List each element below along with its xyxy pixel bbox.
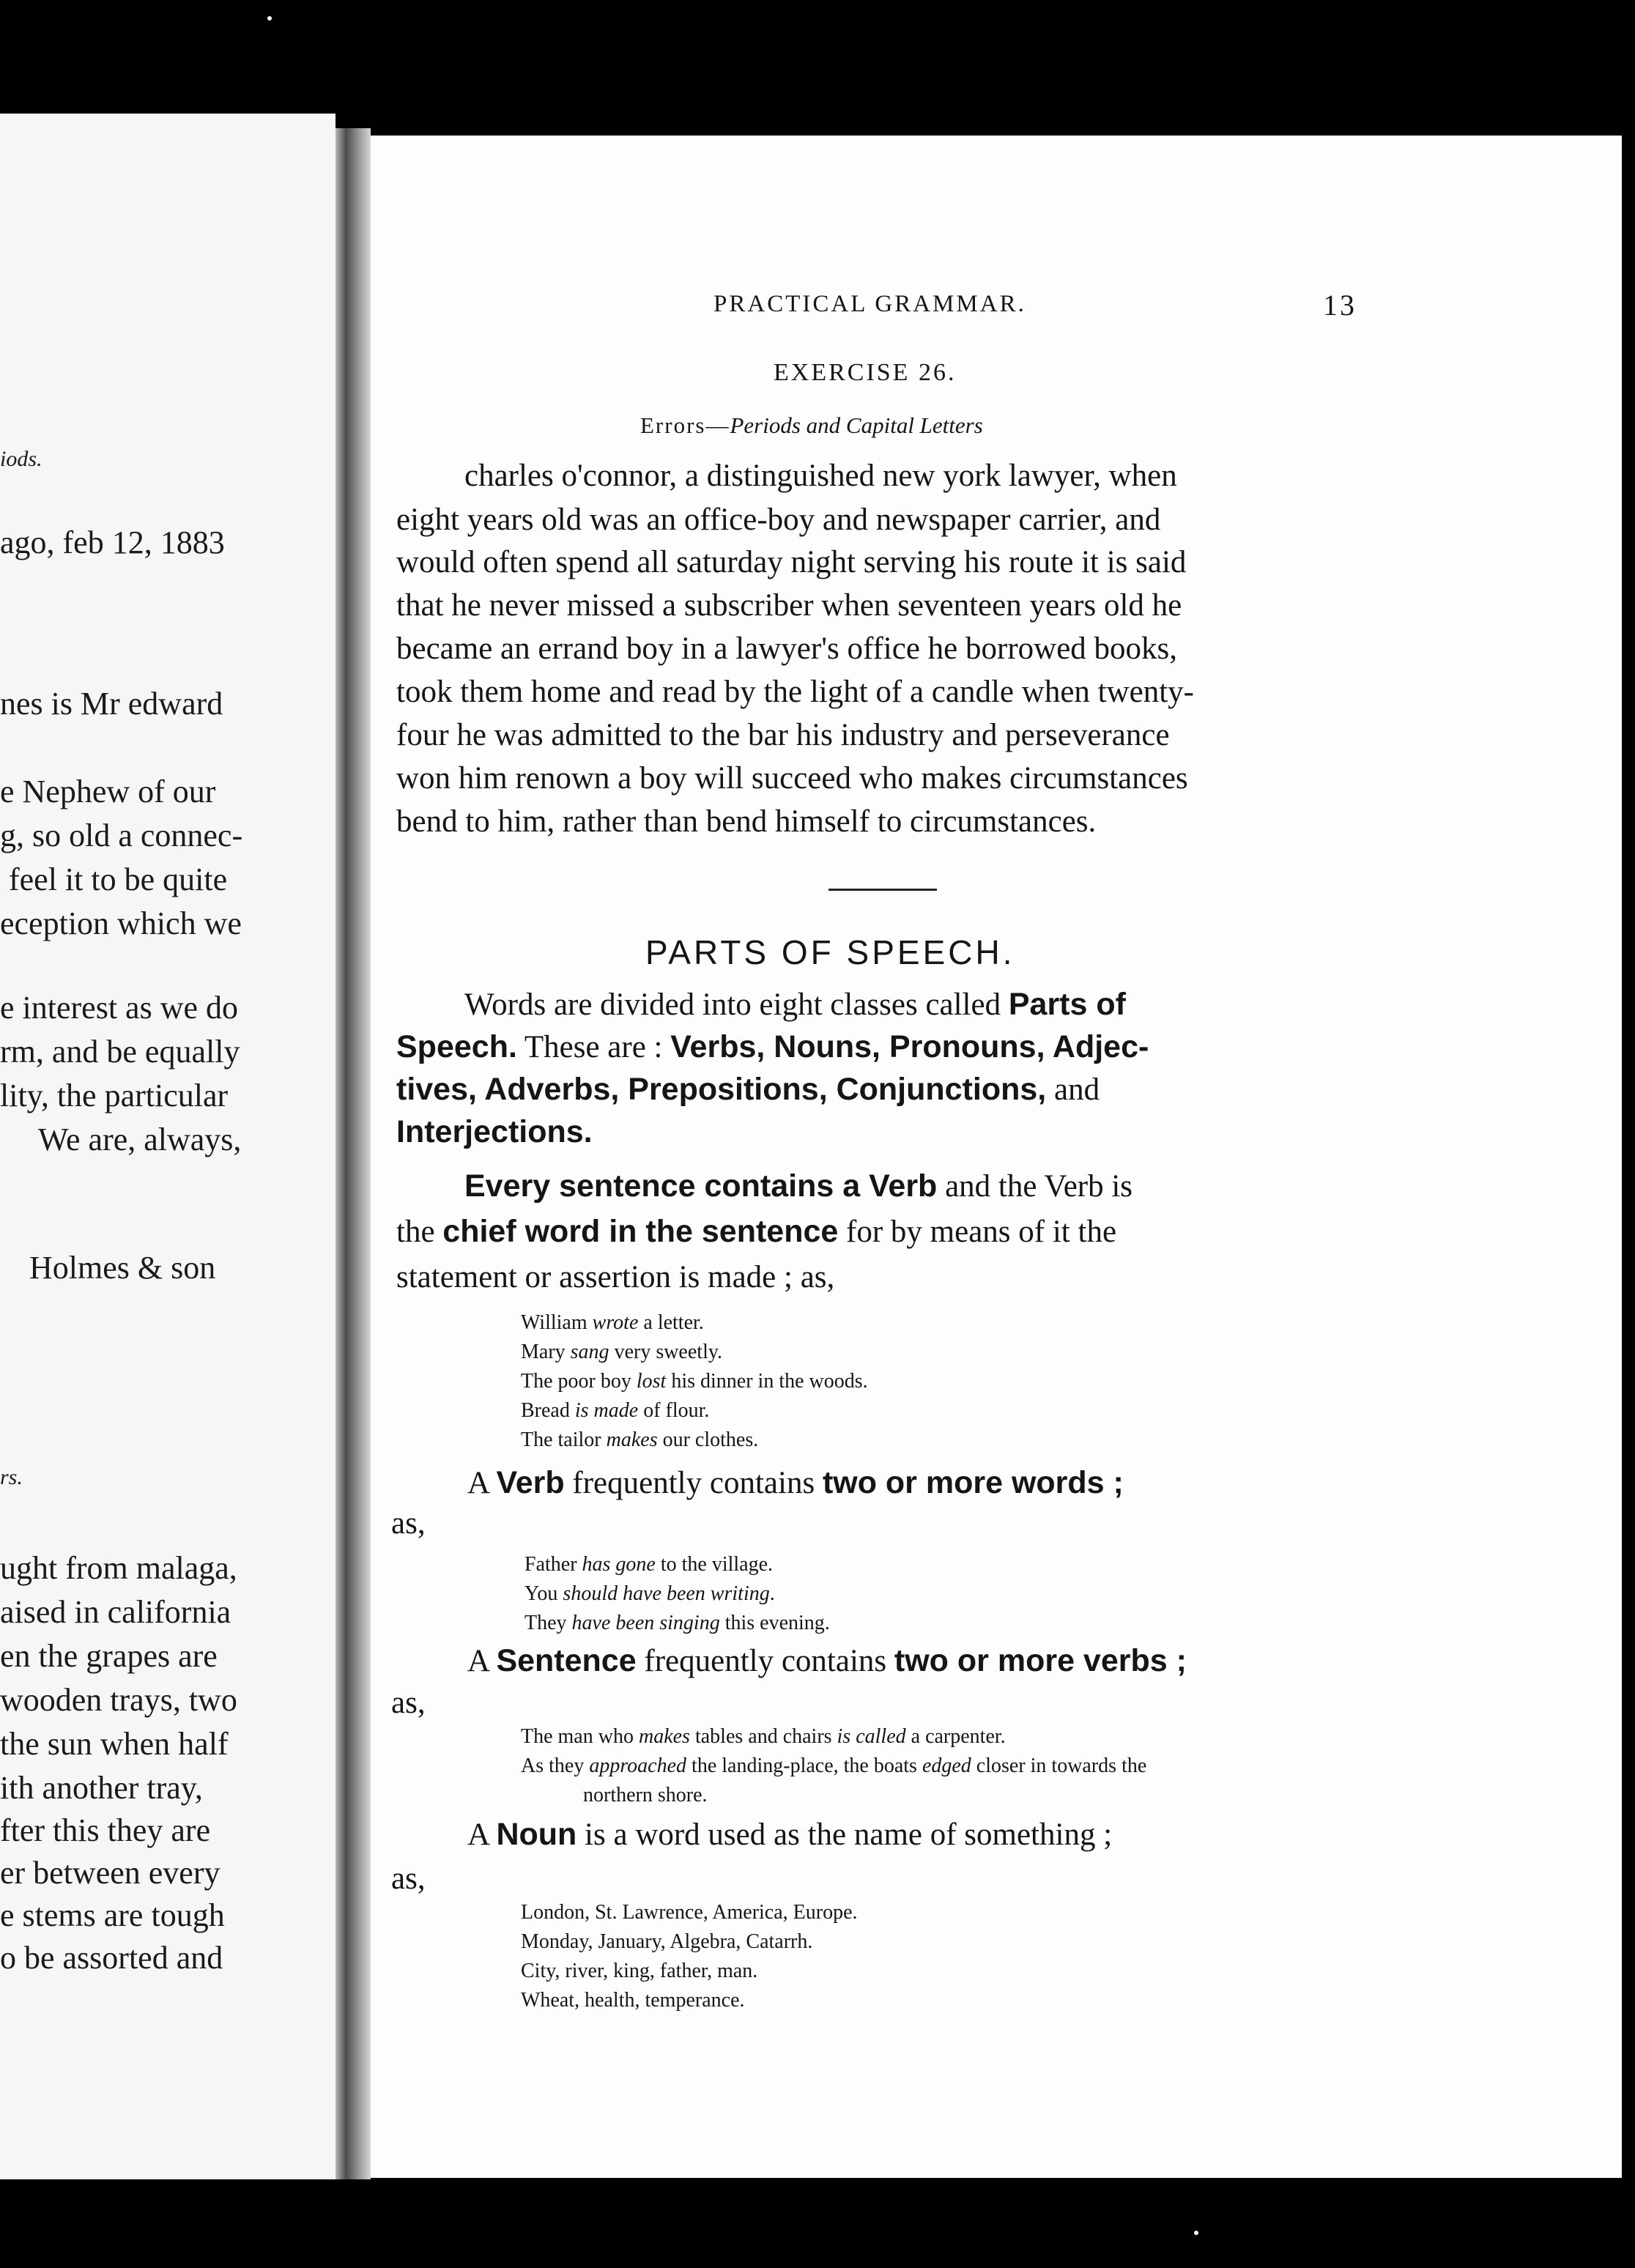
left-line: eception which we xyxy=(0,905,242,941)
left-line: feel it to be quite xyxy=(9,861,228,897)
exercise-line: took them home and read by the light of a candle when twenty- xyxy=(396,675,1195,709)
example-verb: makes xyxy=(638,1725,690,1748)
left-line: er between every xyxy=(0,1855,220,1891)
left-line: ago, feb 12, 1883 xyxy=(0,525,225,560)
dust-speck xyxy=(267,16,272,21)
rule-term: two or more verbs xyxy=(894,1643,1168,1678)
page-number: 13 xyxy=(1323,289,1357,322)
verb-rule-text: for by means of it the xyxy=(838,1215,1117,1249)
noun-example-line: London, St. Lawrence, America, Europe. xyxy=(521,1901,858,1924)
exercise-line: bend to him, rather than bend himself to circumstances. xyxy=(396,804,1097,839)
rule-text: ; xyxy=(1104,1465,1124,1500)
noun-example-line: Monday, January, Algebra, Catarrh. xyxy=(521,1930,813,1953)
exercise-subtitle xyxy=(640,412,983,439)
example-line xyxy=(521,1370,868,1393)
example-line xyxy=(521,1311,704,1335)
previous-page xyxy=(0,114,335,2179)
intro-term: tives, Adverbs, Prepositions, Conjunctions, xyxy=(396,1072,1047,1107)
rule-text: frequently contains xyxy=(564,1466,823,1500)
example-line xyxy=(524,1582,775,1606)
section-divider xyxy=(828,889,937,891)
rule-term: Verb xyxy=(496,1465,565,1500)
example-text: You xyxy=(524,1582,563,1605)
example-verb: should have been writing xyxy=(563,1582,770,1605)
example-verb: edged xyxy=(922,1754,971,1777)
example-text: The poor boy xyxy=(521,1370,637,1393)
verb-rule-line-1 xyxy=(464,1168,1132,1204)
exercise-line: became an errand boy in a lawyer's office he borrowed books, xyxy=(396,631,1178,666)
example-line xyxy=(521,1754,1146,1778)
book-gutter xyxy=(335,128,371,2179)
verb-rule-text: and the Verb is xyxy=(937,1169,1133,1204)
example-verb: has gone xyxy=(582,1553,656,1576)
as-label: as, xyxy=(391,1861,426,1896)
left-line: the sun when half xyxy=(0,1726,229,1762)
example-text: of flour. xyxy=(638,1399,710,1422)
example-line xyxy=(521,1341,722,1364)
intro-term: Verbs, Nouns, Pronouns, Adjec- xyxy=(670,1029,1149,1064)
example-text: As they xyxy=(521,1754,590,1777)
verb-rule-text: the xyxy=(396,1215,443,1249)
exercise-line: four he was admitted to the bar his industry and perseverance xyxy=(396,718,1170,752)
left-line: ith another tray, xyxy=(0,1770,203,1806)
intro-line-4: Interjections. xyxy=(396,1114,593,1149)
rule-text: A xyxy=(467,1466,497,1500)
example-text: Bread xyxy=(521,1399,575,1422)
exercise-line: that he never missed a subscriber when seventeen years old he xyxy=(396,588,1182,623)
example-text: a carpenter. xyxy=(905,1725,1006,1748)
example-verb: wrote xyxy=(592,1311,639,1334)
exercise-line: charles o'connor, a distinguished new york lawyer, when xyxy=(464,459,1177,493)
left-line: ught from malaga, xyxy=(0,1550,237,1586)
intro-term: Parts of xyxy=(1008,987,1126,1022)
intro-text: and xyxy=(1046,1072,1100,1107)
example-verb: is called xyxy=(837,1725,906,1748)
left-line: Holmes & son xyxy=(29,1250,216,1286)
rule-term: Sentence xyxy=(496,1643,637,1678)
example-text: this evening. xyxy=(719,1612,830,1634)
left-line: e interest as we do xyxy=(0,990,238,1026)
left-line: aised in california xyxy=(0,1594,231,1630)
left-line: e stems are tough xyxy=(0,1897,225,1933)
example-text: Mary xyxy=(521,1341,571,1363)
noun-rule xyxy=(467,1817,1112,1853)
intro-term: Speech. xyxy=(396,1029,517,1064)
rule-text: ; xyxy=(1167,1643,1187,1678)
example-line xyxy=(521,1725,1006,1749)
example-line: northern shore. xyxy=(583,1784,708,1806)
exercise-subtitle-lead: Errors— xyxy=(640,412,730,438)
verb-rule-term: Every sentence contains a Verb xyxy=(464,1168,938,1204)
left-line: iods. xyxy=(0,447,42,471)
example-text: closer in towards the xyxy=(971,1754,1147,1777)
example-verb: is made xyxy=(574,1399,639,1422)
example-text: . xyxy=(769,1582,775,1605)
rule-text: A xyxy=(467,1644,497,1678)
verb-rule-term: chief word in the sentence xyxy=(442,1214,839,1249)
sentence-rule xyxy=(467,1643,1187,1679)
verb-rule-line-2 xyxy=(396,1214,1116,1250)
exercise-line: would often spend all saturday night serving his route it is said xyxy=(396,545,1187,579)
example-text: to the village. xyxy=(655,1553,774,1576)
section-title: PARTS OF SPEECH. xyxy=(645,933,1015,971)
exercise-line: won him renown a boy will succeed who makes circumstances xyxy=(396,761,1188,796)
rule-term: two or more words xyxy=(822,1465,1105,1500)
left-line: fter this they are xyxy=(0,1812,211,1848)
example-line xyxy=(521,1428,758,1452)
intro-line-2 xyxy=(396,1029,1149,1065)
left-line: rs. xyxy=(0,1465,23,1489)
rule-text: frequently contains xyxy=(636,1644,894,1678)
left-line: g, so old a connec- xyxy=(0,818,243,853)
noun-example-line: Wheat, health, temperance. xyxy=(521,1989,745,2012)
left-line: lity, the particular xyxy=(0,1078,229,1113)
exercise-subtitle-italic: Periods and Capital Letters xyxy=(730,412,983,438)
intro-line-1 xyxy=(464,987,1126,1023)
example-line xyxy=(524,1612,830,1635)
exercise-title: EXERCISE 26. xyxy=(774,359,957,386)
example-verb: makes xyxy=(606,1428,658,1451)
left-line: We are, always, xyxy=(38,1122,242,1157)
exercise-line: eight years old was an office-boy and newspaper carrier, and xyxy=(396,503,1161,537)
example-text: our clothes. xyxy=(657,1428,759,1451)
example-verb: have been singing xyxy=(571,1612,720,1634)
left-line: rm, and be equally xyxy=(0,1034,240,1070)
example-text: Father xyxy=(524,1553,582,1576)
example-text: very sweetly. xyxy=(609,1341,723,1363)
dust-speck xyxy=(1194,2231,1198,2235)
verb-rule-line-3: statement or assertion is made ; as, xyxy=(396,1260,835,1294)
example-text: William xyxy=(521,1311,593,1334)
left-line: nes is Mr edward xyxy=(0,686,223,722)
example-line xyxy=(524,1553,773,1576)
example-line xyxy=(521,1399,709,1423)
intro-text: Words are divided into eight classes called xyxy=(464,987,1009,1022)
left-line: o be assorted and xyxy=(0,1940,223,1976)
left-line: e Nephew of our xyxy=(0,774,216,809)
left-line: en the grapes are xyxy=(0,1638,218,1674)
example-text: tables and chairs xyxy=(689,1725,837,1748)
running-title: PRACTICAL GRAMMAR. xyxy=(713,291,1026,317)
rule-text: A xyxy=(467,1817,497,1852)
example-text: They xyxy=(524,1612,572,1634)
rule-text: is a word used as the name of something ; xyxy=(576,1817,1113,1852)
as-label: as, xyxy=(391,1686,426,1720)
intro-line-3 xyxy=(396,1072,1100,1108)
example-text: a letter. xyxy=(638,1311,704,1334)
book-page xyxy=(371,136,1622,2178)
example-text: the landing-place, the boats xyxy=(686,1754,922,1777)
example-verb: approached xyxy=(589,1754,687,1777)
example-text: his dinner in the woods. xyxy=(666,1370,868,1393)
verb-words-rule xyxy=(467,1465,1124,1501)
left-line: wooden trays, two xyxy=(0,1682,237,1718)
noun-example-line: City, river, king, father, man. xyxy=(521,1960,758,1982)
intro-text: These are : xyxy=(516,1030,671,1064)
as-label: as, xyxy=(391,1506,426,1541)
rule-term: Noun xyxy=(496,1817,577,1852)
example-verb: sang xyxy=(570,1341,609,1363)
example-text: The man who xyxy=(521,1725,639,1748)
example-verb: lost xyxy=(636,1370,667,1393)
example-text: The tailor xyxy=(521,1428,607,1451)
